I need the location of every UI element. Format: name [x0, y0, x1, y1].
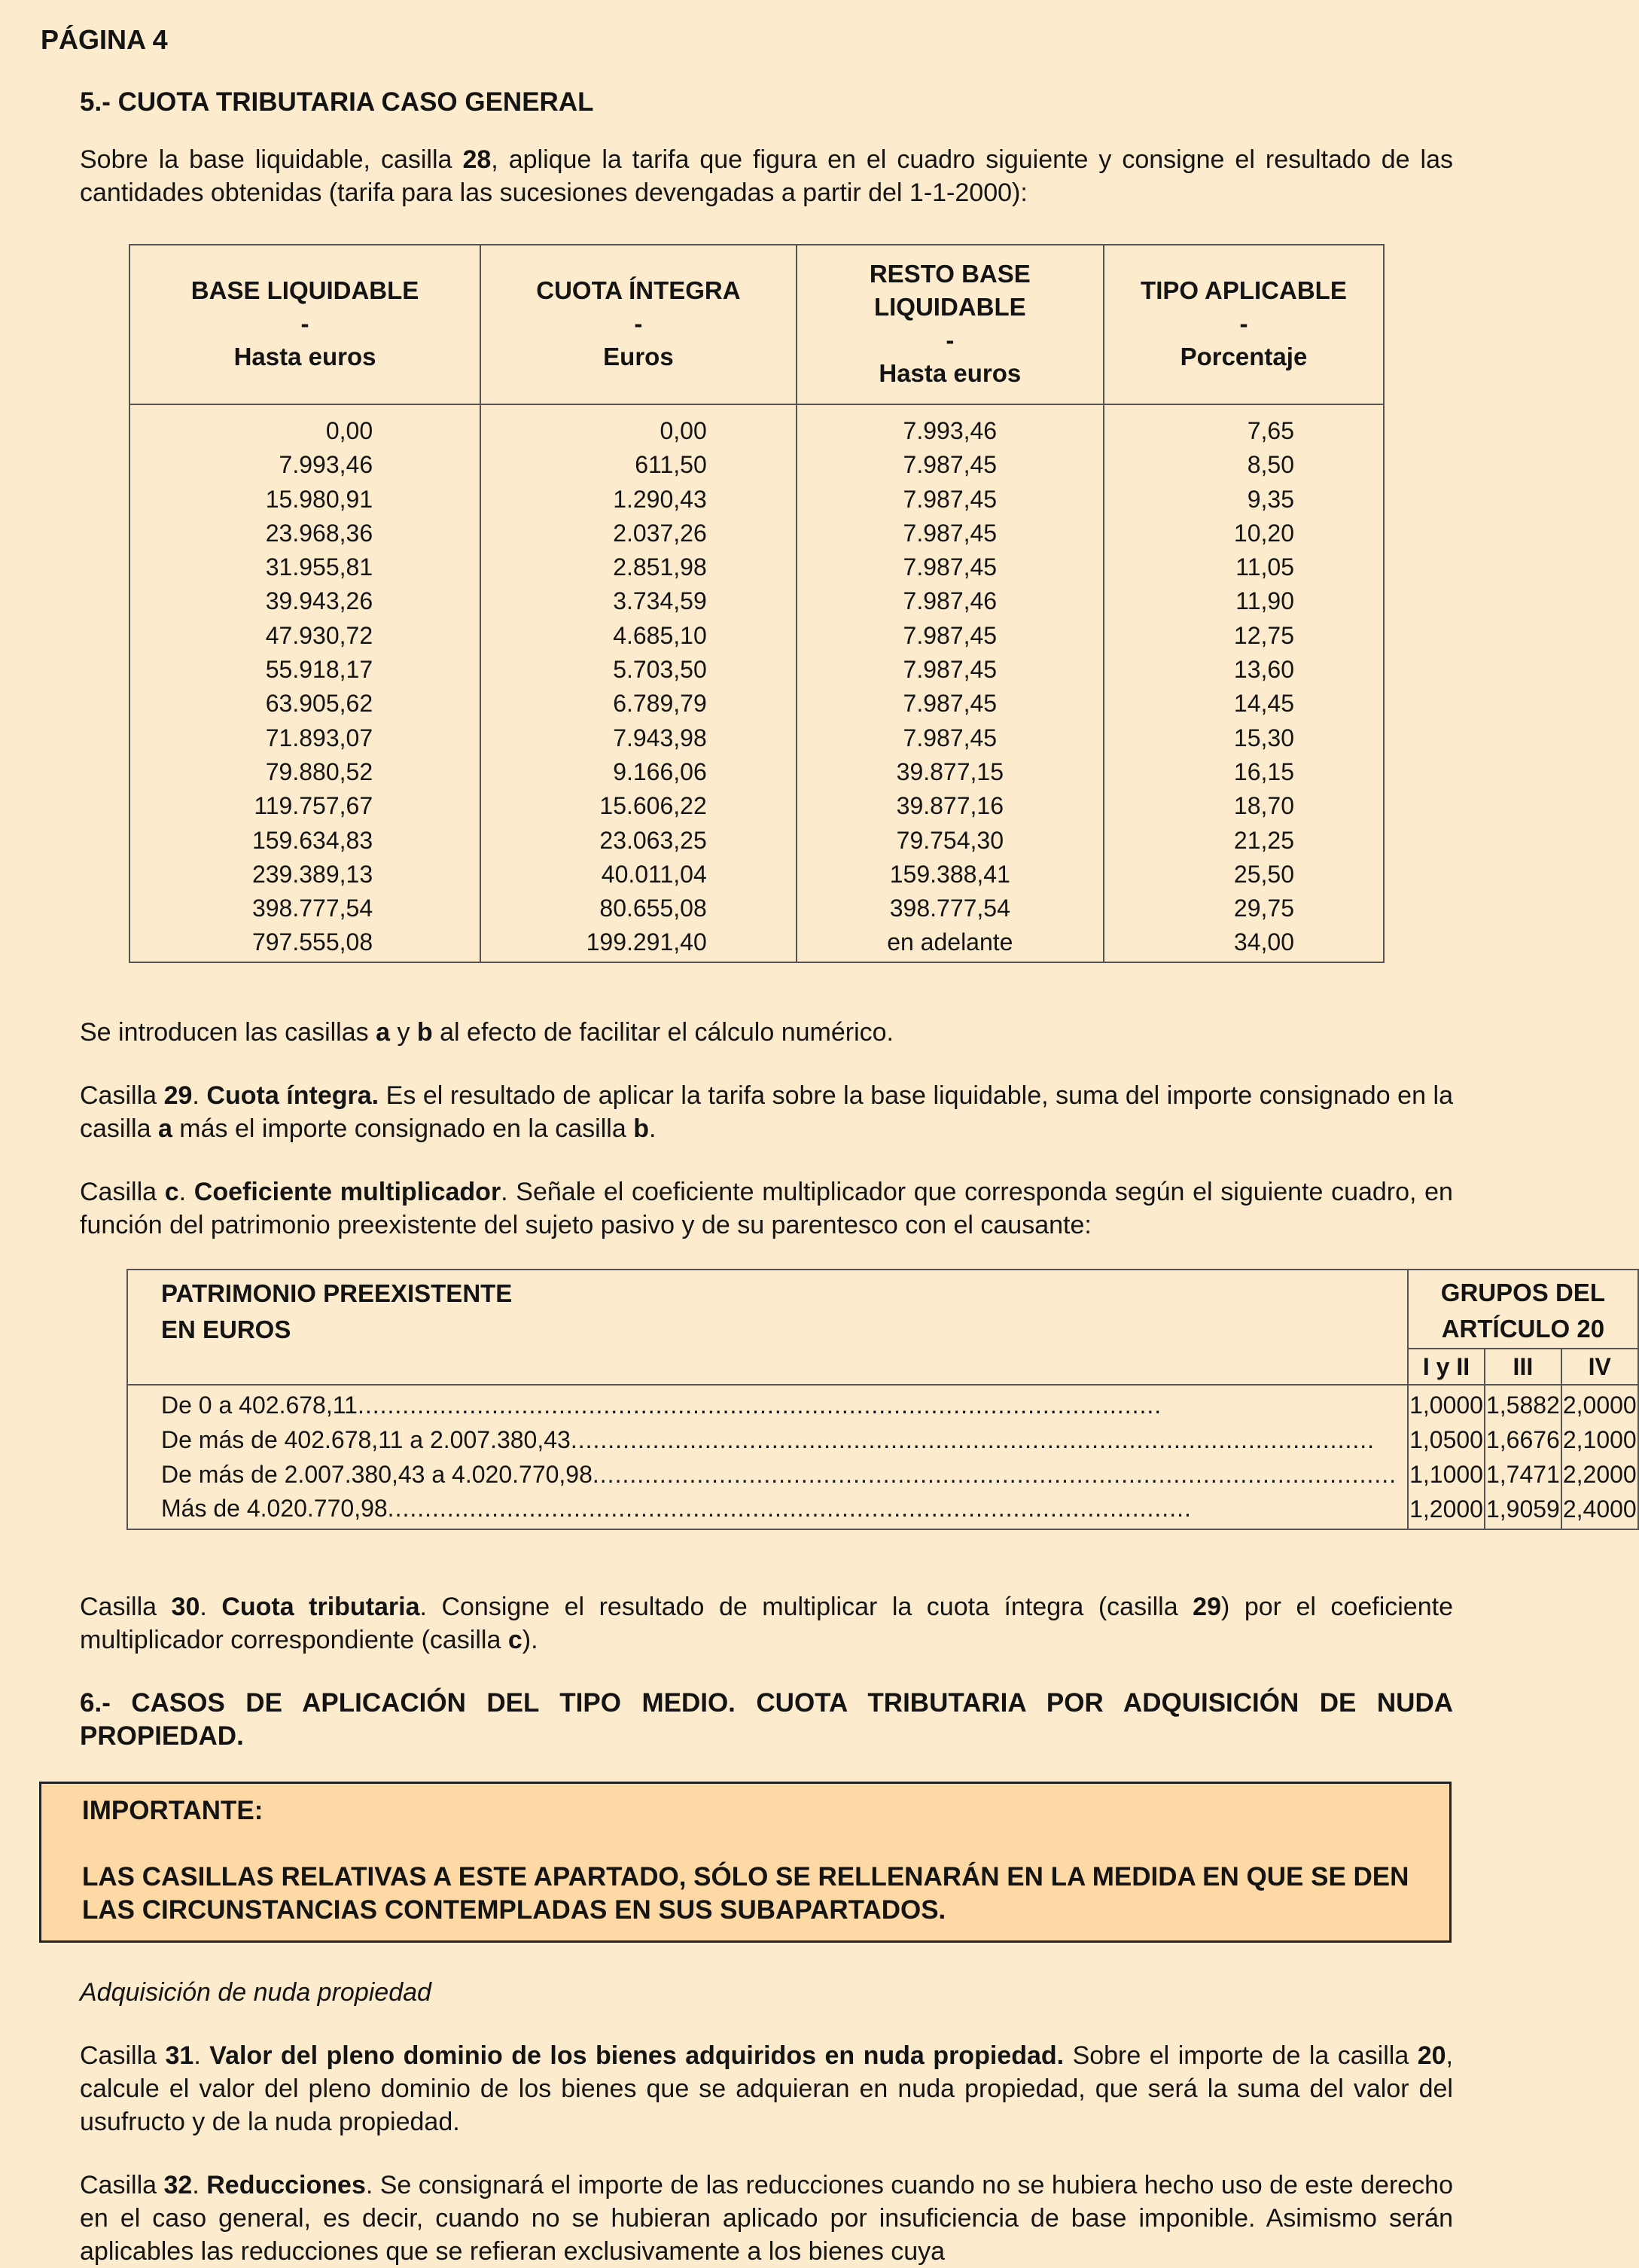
coef-value: 1,9059	[1485, 1492, 1561, 1529]
tarifa-cell: 7.993,46	[129, 448, 480, 482]
casilla-29-paragraph: Casilla 29. Cuota íntegra. Es el resultado de aplicar la tarifa sobre la base liquidable, suma del importe consignado en la casilla a más el importe consignado en la casilla b.	[80, 1081, 1453, 1143]
tarifa-body	[129, 404, 1384, 962]
tarifa-row	[129, 653, 1384, 687]
tarifa-cell: 39.877,15	[797, 755, 1104, 789]
tarifa-cell: 2.851,98	[480, 550, 797, 584]
coef-label-text: Más de 4.020.770,98	[161, 1495, 388, 1523]
tarifa-row	[129, 824, 1384, 858]
tarifa-cell: 80.655,08	[480, 892, 797, 925]
tarifa-cell: 0,00	[480, 404, 797, 448]
tarifa-cell: 15.980,91	[129, 483, 480, 517]
tarifa-cell: 34,00	[1104, 925, 1384, 962]
page-content	[80, 87, 1637, 2268]
tarifa-cell: 63.905,62	[129, 687, 480, 721]
tarifa-row	[129, 550, 1384, 584]
coef-row-label	[127, 1492, 1408, 1529]
coef-header-grupo-2: III	[1485, 1349, 1561, 1385]
tarifa-cell: 31.955,81	[129, 550, 480, 584]
coef-value: 2,2000	[1561, 1457, 1638, 1492]
dot-leader	[593, 1458, 1397, 1491]
coef-header-grupo-1: I y II	[1408, 1349, 1485, 1385]
tarifa-cell: 3.734,59	[480, 584, 797, 618]
casilla-c-paragraph: Casilla c. Coeficiente multiplicador. Señale el coeficiente multiplicador que corresponda según el siguiente cuadro, en función del patrimonio preexistente del sujeto pasivo y de su parentesco con el causante:	[80, 1177, 1453, 1239]
important-text: LAS CASILLAS RELATIVAS A ESTE APARTADO, SÓLO SE RELLENARÁN EN LA MEDIDA EN QUE SE DEN LAS CIRCUNSTANCIAS CONTEMPLADAS EN SUS SUBAPARTADOS.	[82, 1861, 1409, 1925]
tarifa-cell: 6.789,79	[480, 687, 797, 721]
tarifa-header-tipo: TIPO APLICABLE - Porcentaje	[1104, 245, 1384, 404]
tarifa-cell: 14,45	[1104, 687, 1384, 721]
coef-row	[127, 1385, 1638, 1422]
tarifa-cell: 15,30	[1104, 721, 1384, 755]
casilla-31-paragraph: Casilla 31. Valor del pleno dominio de los bienes adquiridos en nuda propiedad. Sobre el importe de la casilla 20, calcule el valor del pleno dominio de los bienes que se adquieran en nuda propiedad, que será la suma del valor del usufructo y de la nuda propiedad.	[80, 2041, 1453, 2136]
tarifa-cell: 2.037,26	[480, 517, 797, 550]
tarifa-cell: 9.166,06	[480, 755, 797, 789]
tarifa-cell: 7,65	[1104, 404, 1384, 448]
section-5-intro: Sobre la base liquidable, casilla 28, aplique la tarifa que figura en el cuadro siguiente y consigne el resultado de las cantidades obtenidas (tarifa para las sucesiones devengadas a partir del 1-1-2000):	[80, 145, 1453, 207]
tarifa-cell: 7.987,45	[797, 687, 1104, 721]
coef-value: 1,1000	[1408, 1457, 1485, 1492]
coef-value: 2,4000	[1561, 1492, 1638, 1529]
coeficiente-table	[126, 1269, 1639, 1530]
tarifa-cell: 7.993,46	[797, 404, 1104, 448]
dot-leader	[358, 1389, 1397, 1422]
tarifa-cell: 25,50	[1104, 858, 1384, 892]
important-box	[39, 1782, 1452, 1943]
tarifa-row	[129, 584, 1384, 618]
coef-value: 2,1000	[1561, 1422, 1638, 1457]
section-5-title: 5.- CUOTA TRIBUTARIA CASO GENERAL	[80, 87, 594, 117]
tarifa-cell: 39.943,26	[129, 584, 480, 618]
coef-label-text: De más de 402.678,11 a 2.007.380,43	[161, 1425, 571, 1453]
tarifa-cell: 5.703,50	[480, 653, 797, 687]
tarifa-cell: 16,15	[1104, 755, 1384, 789]
tarifa-row	[129, 755, 1384, 789]
tarifa-cell: 7.987,45	[797, 550, 1104, 584]
dot-leader	[571, 1423, 1397, 1456]
tarifa-cell: 15.606,22	[480, 789, 797, 823]
tarifa-cell: 47.930,72	[129, 619, 480, 653]
section-6-title: 6.- CASOS DE APLICACIÓN DEL TIPO MEDIO. CUOTA TRIBUTARIA POR ADQUISICIÓN DE NUDA PROPIEDAD.	[80, 1687, 1453, 1751]
coef-header-patrimonio: PATRIMONIO PREEXISTENTE EN EUROS	[127, 1270, 1408, 1385]
coef-value: 1,7471	[1485, 1457, 1561, 1492]
tarifa-cell: 119.757,67	[129, 789, 480, 823]
tarifa-cell: 159.634,83	[129, 824, 480, 858]
tarifa-row	[129, 892, 1384, 925]
tarifa-cell: 23.063,25	[480, 824, 797, 858]
tarifa-row	[129, 858, 1384, 892]
page-label: PÁGINA 4	[41, 24, 168, 55]
coef-value: 1,5882	[1485, 1385, 1561, 1422]
tarifa-cell: 7.987,45	[797, 483, 1104, 517]
tarifa-cell: 7.987,45	[797, 619, 1104, 653]
coef-row-label	[127, 1385, 1408, 1422]
tarifa-cell: 7.987,46	[797, 584, 1104, 618]
casilla-32-paragraph: Casilla 32. Reducciones. Se consignará el importe de las reducciones cuando no se hubiera hecho uso de este derecho en el caso general, es decir, cuando no se hubieran aplicado por insuficiencia de base imponible. Asimismo serán aplicables las reducciones que se refieran exclusivamente a los bienes cuya	[80, 2170, 1453, 2266]
tarifa-row	[129, 483, 1384, 517]
tarifa-cell: 79.754,30	[797, 824, 1104, 858]
tarifa-cell: 9,35	[1104, 483, 1384, 517]
tarifa-cell: 39.877,16	[797, 789, 1104, 823]
tarifa-cell: 398.777,54	[129, 892, 480, 925]
tarifa-cell: 199.291,40	[480, 925, 797, 962]
tarifa-row	[129, 404, 1384, 448]
tarifa-header-resto: RESTO BASE LIQUIDABLE - Hasta euros	[797, 245, 1104, 404]
tarifa-cell: en adelante	[797, 925, 1104, 962]
tarifa-cell: 10,20	[1104, 517, 1384, 550]
tarifa-header-cuota: CUOTA ÍNTEGRA - Euros	[480, 245, 797, 404]
tarifa-cell: 18,70	[1104, 789, 1384, 823]
tarifa-cell: 8,50	[1104, 448, 1384, 482]
tarifa-cell: 29,75	[1104, 892, 1384, 925]
tarifa-cell: 71.893,07	[129, 721, 480, 755]
tarifa-cell: 7.987,45	[797, 721, 1104, 755]
coef-value: 1,0500	[1408, 1422, 1485, 1457]
tarifa-cell: 21,25	[1104, 824, 1384, 858]
coef-value: 2,0000	[1561, 1385, 1638, 1422]
tarifa-cell: 40.011,04	[480, 858, 797, 892]
tarifa-row	[129, 925, 1384, 962]
casilla-30-paragraph: Casilla 30. Cuota tributaria. Consigne el resultado de multiplicar la cuota íntegra (casilla 29) por el coeficiente multiplicador correspondiente (casilla c).	[80, 1592, 1453, 1654]
tarifa-row	[129, 619, 1384, 653]
coef-body	[127, 1385, 1638, 1529]
tarifa-row	[129, 448, 1384, 482]
tarifa-cell: 611,50	[480, 448, 797, 482]
tarifa-cell: 7.943,98	[480, 721, 797, 755]
tarifa-cell: 159.388,41	[797, 858, 1104, 892]
tarifa-row	[129, 721, 1384, 755]
coef-row	[127, 1422, 1638, 1457]
tarifa-cell: 398.777,54	[797, 892, 1104, 925]
tarifa-table	[129, 244, 1385, 963]
coef-value: 1,2000	[1408, 1492, 1485, 1529]
tarifa-row	[129, 687, 1384, 721]
tarifa-row	[129, 789, 1384, 823]
coef-row-label	[127, 1422, 1408, 1457]
tarifa-cell: 13,60	[1104, 653, 1384, 687]
coef-row-label	[127, 1457, 1408, 1492]
tarifa-cell: 7.987,45	[797, 653, 1104, 687]
coef-row	[127, 1457, 1638, 1492]
subsection-title: Adquisición de nuda propiedad	[80, 1977, 431, 2007]
coef-header-grupos: GRUPOS DEL ARTÍCULO 20	[1408, 1270, 1638, 1349]
coef-row	[127, 1492, 1638, 1529]
tarifa-cell: 797.555,08	[129, 925, 480, 962]
tarifa-cell: 7.987,45	[797, 448, 1104, 482]
tarifa-cell: 4.685,10	[480, 619, 797, 653]
tarifa-cell: 79.880,52	[129, 755, 480, 789]
coef-label-text: De más de 2.007.380,43 a 4.020.770,98	[161, 1460, 593, 1488]
coef-label-text: De 0 a 402.678,11	[161, 1392, 358, 1419]
casillas-ab-paragraph: Se introducen las casillas a y b al efecto de facilitar el cálculo numérico.	[80, 1017, 894, 1047]
coef-value: 1,0000	[1408, 1385, 1485, 1422]
tarifa-cell: 55.918,17	[129, 653, 480, 687]
important-title: IMPORTANTE:	[82, 1795, 264, 1825]
coef-header-grupo-3: IV	[1561, 1349, 1638, 1385]
dot-leader	[388, 1492, 1397, 1525]
tarifa-cell: 0,00	[129, 404, 480, 448]
tarifa-header-base: BASE LIQUIDABLE - Hasta euros	[129, 245, 480, 404]
tarifa-cell: 11,90	[1104, 584, 1384, 618]
tarifa-row	[129, 517, 1384, 550]
coef-value: 1,6676	[1485, 1422, 1561, 1457]
tarifa-cell: 11,05	[1104, 550, 1384, 584]
tarifa-cell: 23.968,36	[129, 517, 480, 550]
tarifa-cell: 239.389,13	[129, 858, 480, 892]
tarifa-cell: 7.987,45	[797, 517, 1104, 550]
tarifa-cell: 12,75	[1104, 619, 1384, 653]
tarifa-cell: 1.290,43	[480, 483, 797, 517]
